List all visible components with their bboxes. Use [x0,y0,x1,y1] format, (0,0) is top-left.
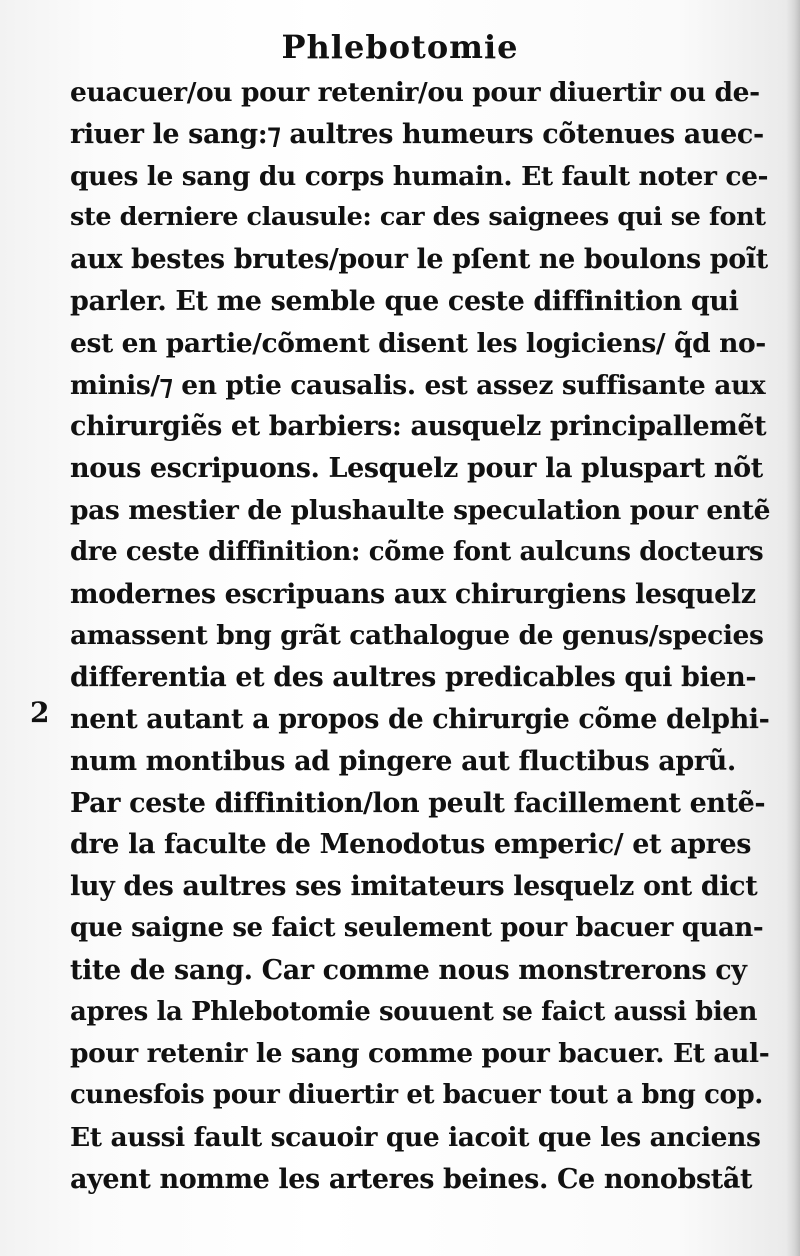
page-edge-shadow [786,0,800,1256]
text-line: apres la Phlebotomie souuent se faict aussi bien [70,996,758,1027]
text-line: pour retenir le sang comme pour bacuer. Et aul- [70,1038,770,1070]
text-line: riuer le sang:⁊ aultres humeurs cõtenues auec- [70,118,764,150]
text-line: nent autant a propos de chirurgie cõme delphi- [70,703,770,735]
text-line: aux bestes brutes/pour le pſent ne boulons poĩt [70,244,768,276]
text-line: dre ceste diffinition: cõme font aulcuns docteurs [70,536,764,567]
text-line: nous escripuons. Lesquelz pour la pluspart nõt [70,453,763,485]
text-line: dre la faculte de Menodotus emperic/ et apres [70,829,752,861]
text-line: euacuer/ou pour retenir/ou pour diuertir ou de- [70,77,760,108]
text-line: pas mestier de plushaulte speculation pour entẽ [70,494,770,526]
text-line: Et aussi fault scauoir que iacoit que les anciens [70,1121,761,1153]
text-line: que saigne se faict seulement pour bacuer quan- [70,912,764,943]
running-header: Phlebotomie [281,28,519,66]
text-line: num montibus ad pingere aut fluctibus aprũ. [70,745,736,777]
text-line: amassent bng grãt cathalogue de genus/species [70,620,764,652]
text-line: parler. Et me semble que ceste diffinition qui [70,285,739,317]
text-line: Par ceste diffinition/lon peult facillement entẽ- [70,787,766,819]
text-line: ste derniere clausule: car des saignees qui se font [70,202,766,233]
text-block [70,72,770,1201]
text-line: ayent nomme les arteres beines. Ce nonobstãt [70,1163,753,1195]
text-line: differentia et des aultres predicables qui bien- [70,662,757,694]
text-line: luy des aultres ses imitateurs lesquelz ont dict [70,871,758,903]
text-line: cunesfois pour diuertir et bacuer tout a bng cop. [70,1080,763,1111]
margin-note: 2 [30,696,50,729]
text-line: minis/⁊ en ptie causalis. est assez suffisante aux [70,369,766,401]
text-line: est en partie/cõment disent les logiciens/ q̃d no- [70,327,766,359]
text-line: modernes escripuans aux chirurgiens lesquelz [70,578,756,610]
text-line: ques le sang du corps humain. Et fault noter ce- [70,160,769,192]
text-line: chirurgiẽs et barbiers: ausquelz principallemẽt [70,411,767,443]
text-line: tite de sang. Car comme nous monstrerons cy [70,954,747,986]
